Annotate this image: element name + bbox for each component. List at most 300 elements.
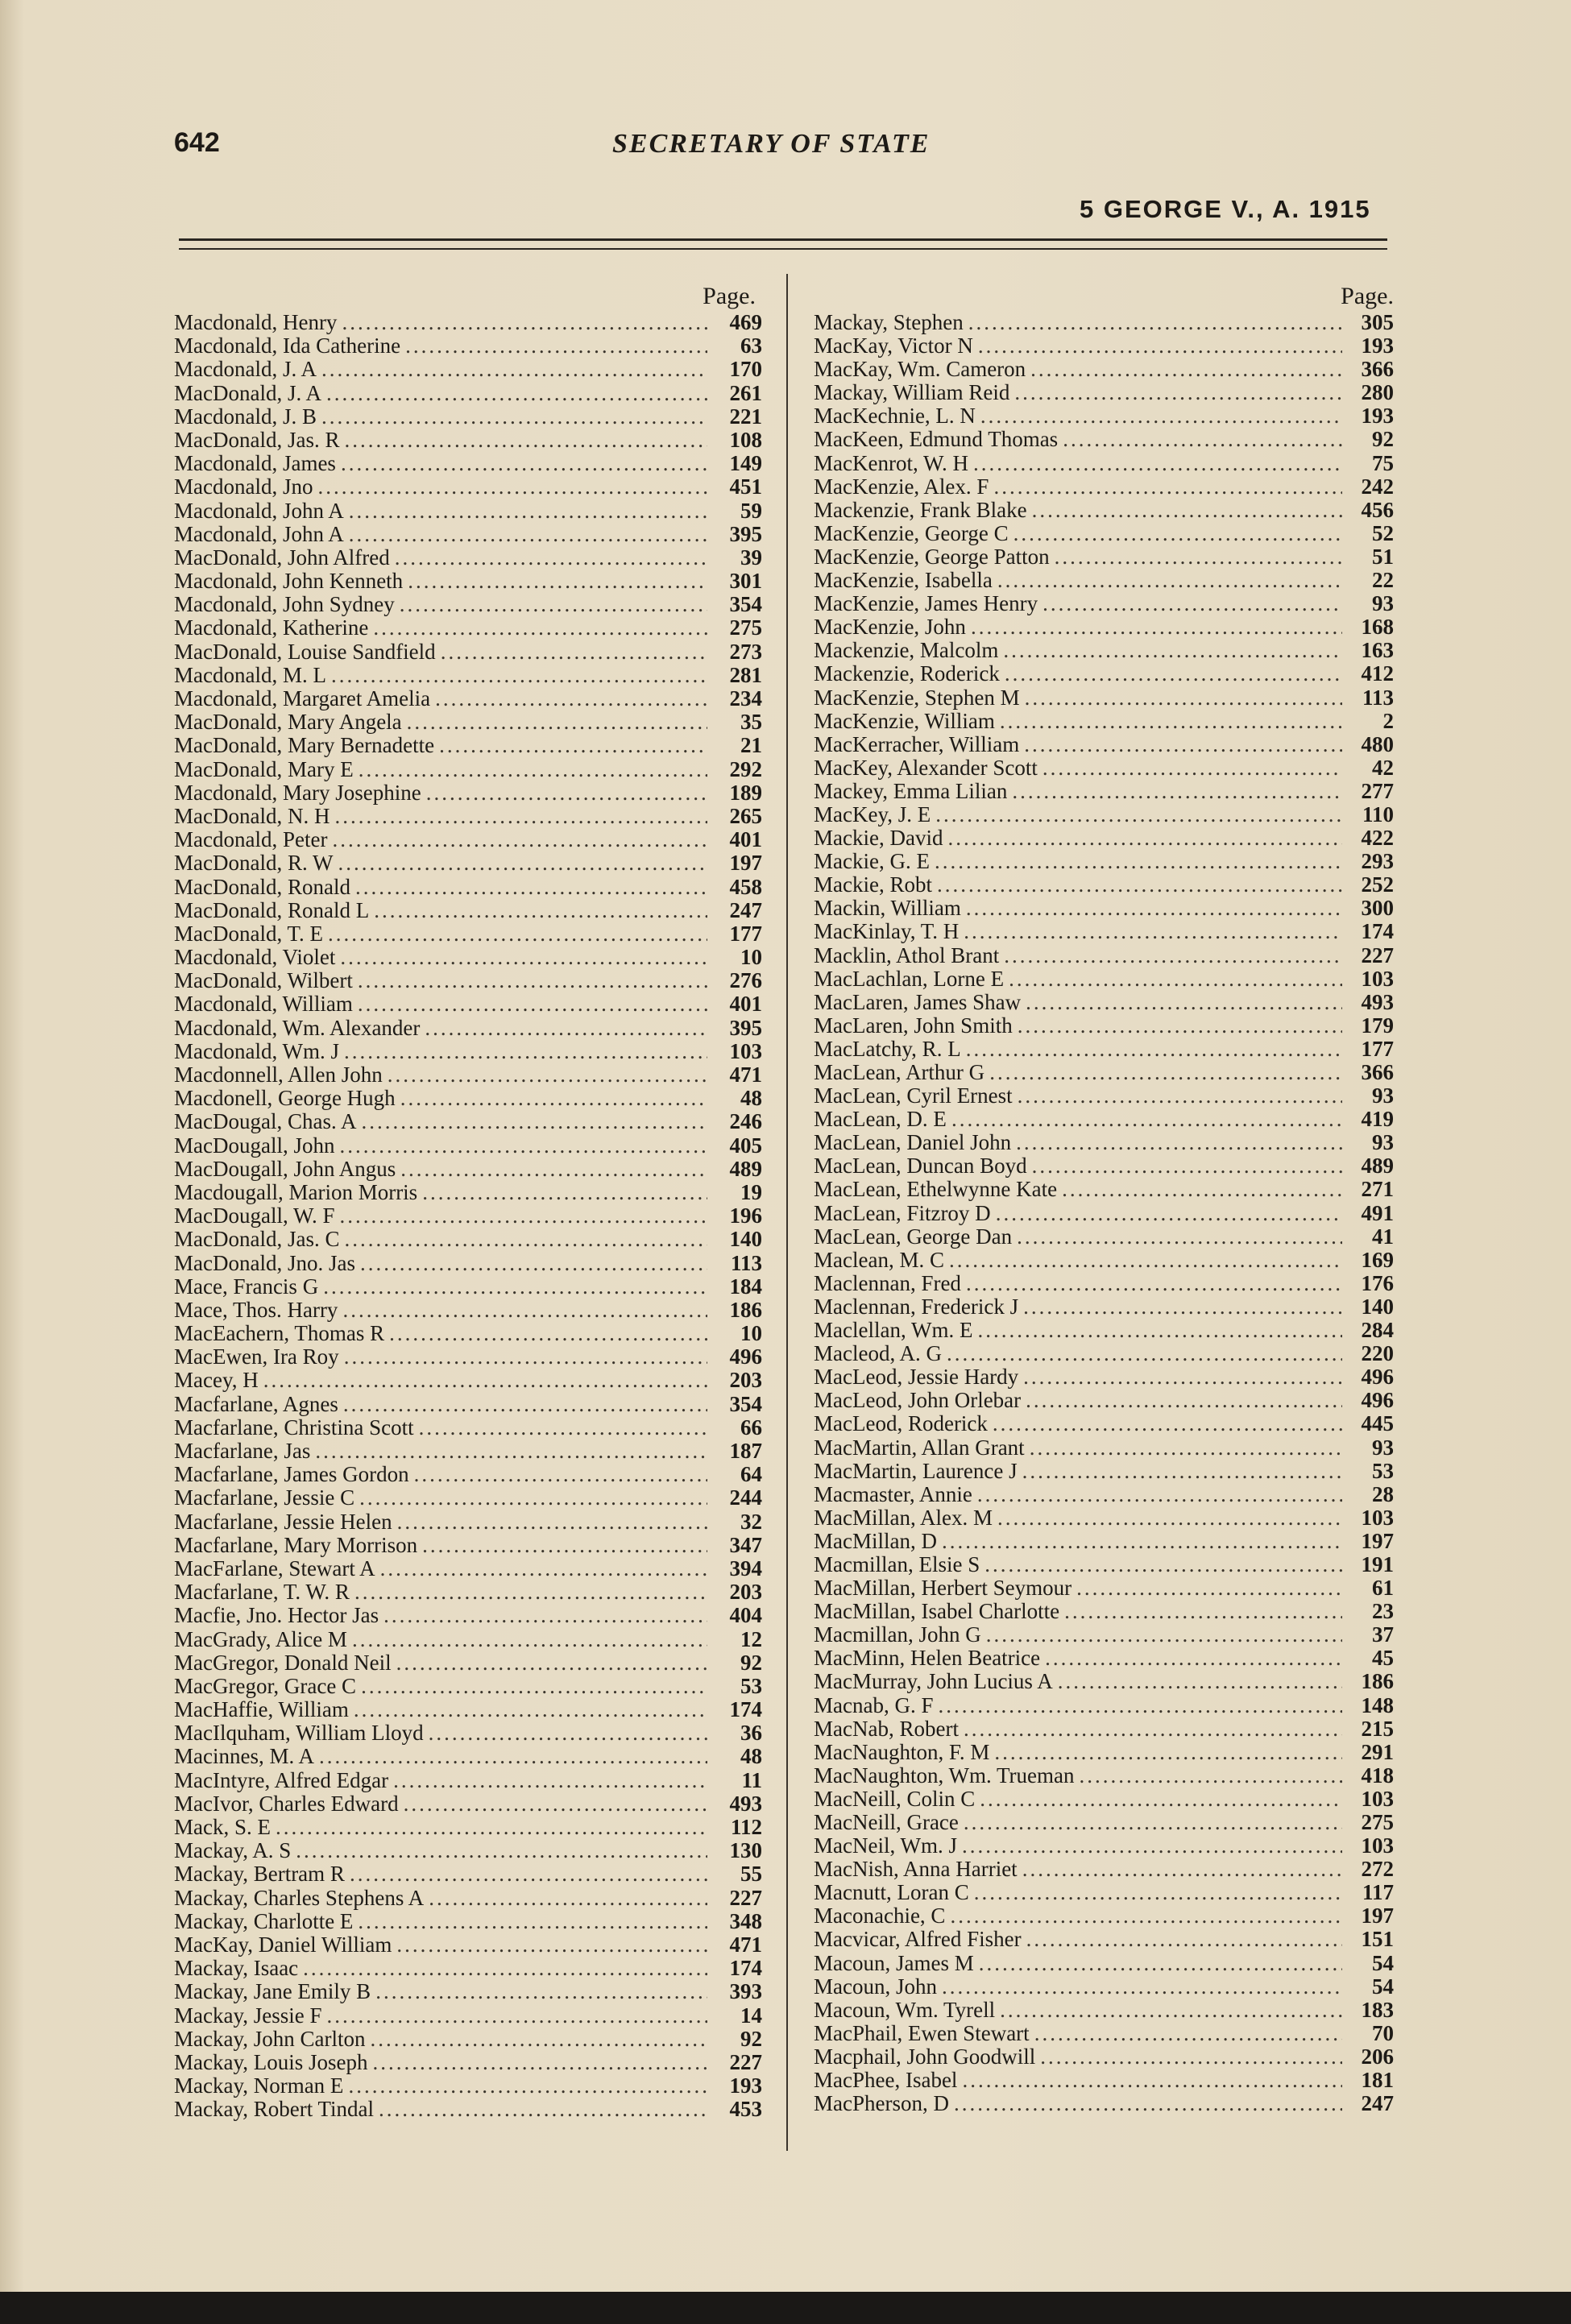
dot-leader [1012, 780, 1342, 803]
dot-leader [1032, 499, 1342, 522]
index-entry [174, 1252, 762, 1275]
index-entry [814, 2092, 1394, 2115]
entry-name: MacLeod, Roderick [814, 1412, 988, 1436]
session-label: 5 GEORGE V., A. 1915 [1080, 195, 1371, 223]
dot-leader [439, 734, 707, 757]
entry-page: 54 [1372, 1951, 1394, 1975]
entry-name: MacLean, Arthur G [814, 1061, 985, 1084]
index-entry [814, 1717, 1394, 1741]
entry-name: Macdonald, John A [174, 499, 344, 523]
index-entry [814, 1600, 1394, 1623]
dot-leader [935, 850, 1342, 873]
dot-leader [994, 1741, 1342, 1764]
index-entry [174, 828, 762, 851]
entry-page: 491 [1361, 1201, 1394, 1225]
page-number: 642 [174, 127, 220, 158]
index-entry [814, 2022, 1394, 2045]
index-entry [814, 358, 1394, 381]
entry-page: 271 [1361, 1178, 1394, 1202]
entry-page: 301 [729, 570, 762, 594]
entry-page: 394 [729, 1556, 762, 1580]
index-entry [814, 1834, 1394, 1858]
index-entry [814, 1014, 1394, 1038]
entry-page: 92 [740, 1651, 762, 1675]
index-entry [814, 1506, 1394, 1530]
dot-leader [375, 1980, 707, 2003]
index-entry [814, 1131, 1394, 1154]
entry-page: 412 [1361, 662, 1394, 686]
index-entry [814, 1061, 1394, 1084]
entry-page: 63 [740, 334, 762, 358]
entry-page: 103 [1361, 967, 1394, 991]
dot-leader [964, 1811, 1342, 1834]
entry-page: 48 [740, 1087, 762, 1111]
entry-name: Mace, Thos. Harry [174, 1298, 338, 1322]
index-entry [814, 404, 1394, 428]
dot-leader [1058, 1670, 1342, 1693]
index-entry [174, 2098, 762, 2121]
entry-name: MacKinlay, T. H [814, 920, 960, 944]
entry-name: Macdonnell, Allen John [174, 1063, 383, 1087]
entry-name: MacNaughton, Wm. Trueman [814, 1763, 1075, 1788]
dot-leader [344, 1040, 707, 1063]
entry-name: MacPherson, D [814, 2092, 949, 2116]
header-rule-secondary [179, 248, 1387, 250]
dot-leader [296, 1839, 707, 1862]
index-entry [174, 992, 762, 1016]
index-entry [174, 1816, 762, 1839]
entry-page: 113 [730, 1251, 762, 1275]
dot-leader [344, 1345, 707, 1369]
entry-name: Macfie, Jno. Hector Jas [174, 1604, 379, 1628]
index-entry [814, 662, 1394, 686]
index-entry [174, 1698, 762, 1721]
index-entry [814, 381, 1394, 404]
index-entry [174, 1063, 762, 1087]
entry-name: Maclennan, Frederick J [814, 1295, 1019, 1319]
entry-name: MacDonald, Wilbert [174, 969, 353, 993]
entry-page: 39 [740, 545, 762, 570]
entry-name: MacDonald, Mary E [174, 757, 354, 781]
entry-name: Macfarlane, Jessie Helen [174, 1510, 392, 1534]
index-entry [814, 1272, 1394, 1295]
header-rule [179, 238, 1387, 241]
entry-name: Macoun, Wm. Tyrell [814, 1998, 996, 2022]
entry-name: MacLean, D. E [814, 1108, 947, 1132]
entry-name: Mackay, John Carlton [174, 2027, 366, 2051]
dot-leader [964, 920, 1342, 943]
index-entry [814, 1389, 1394, 1412]
entry-name: MacEwen, Ira Roy [174, 1345, 339, 1369]
dot-leader [1009, 967, 1342, 991]
column-divider [786, 274, 788, 2151]
dot-leader [389, 1322, 707, 1345]
entry-name: MacKenzie, James Henry [814, 592, 1038, 616]
index-entry [174, 382, 762, 405]
entry-name: MacDonald, Louise Sandfield [174, 640, 436, 664]
entry-page: 227 [729, 2050, 762, 2074]
entry-page: 35 [740, 710, 762, 735]
entry-page: 108 [729, 428, 762, 452]
entry-page: 247 [729, 898, 762, 922]
index-entry [174, 429, 762, 452]
entry-name: MacKerracher, William [814, 732, 1020, 756]
dot-leader [986, 1623, 1342, 1647]
entry-page: 366 [1361, 358, 1394, 382]
index-entry [174, 1369, 762, 1392]
index-entry [814, 850, 1394, 873]
index-entry [814, 1928, 1394, 1951]
dot-leader [344, 429, 707, 452]
entry-page: 170 [729, 358, 762, 382]
entry-name: MacMurray, John Lucius A [814, 1670, 1053, 1694]
dot-leader [383, 1604, 707, 1627]
dot-leader [973, 452, 1342, 475]
entry-name: Macnutt, Loran C [814, 1881, 969, 1905]
page-column-header: Page. [703, 283, 756, 309]
index-entry [174, 1910, 762, 1933]
index-entry [174, 523, 762, 546]
entry-page: 281 [729, 663, 762, 687]
entry-page: 276 [729, 969, 762, 993]
entry-name: MacPhail, Ewen Stewart [814, 2021, 1030, 2045]
index-entry [814, 780, 1394, 803]
index-entry [814, 1225, 1394, 1249]
entry-name: MacDonald, N. H [174, 804, 330, 828]
index-entry [814, 1412, 1394, 1435]
entry-name: Mackay, Isaac [174, 1957, 299, 1981]
dot-leader [354, 1580, 707, 1604]
dot-leader [1023, 1365, 1342, 1389]
entry-page: 93 [1372, 1435, 1394, 1460]
entry-page: 140 [729, 1228, 762, 1252]
index-entry [814, 1154, 1394, 1178]
entry-page: 404 [729, 1604, 762, 1628]
index-entry [814, 1530, 1394, 1553]
entry-name: MacMillan, Isabel Charlotte [814, 1600, 1060, 1624]
entry-page: 305 [1361, 311, 1394, 334]
index-list [814, 311, 1394, 2115]
page-column-header: Page. [1341, 283, 1394, 309]
index-entry [174, 1745, 762, 1768]
entry-page: 292 [729, 757, 762, 781]
entry-page: 493 [729, 1792, 762, 1816]
index-entry [174, 1228, 762, 1251]
index-entry [814, 826, 1394, 850]
dot-leader [947, 1342, 1342, 1365]
dot-leader [980, 1788, 1342, 1811]
entry-page: 469 [729, 311, 762, 334]
index-entry [174, 1463, 762, 1486]
entry-page: 28 [1372, 1482, 1394, 1506]
entry-page: 496 [1361, 1365, 1394, 1390]
index-entry [174, 1862, 762, 1886]
index-entry [814, 1319, 1394, 1342]
entry-page: 280 [1361, 381, 1394, 405]
dot-leader [968, 311, 1342, 334]
entry-name: Macdonald, John Sydney [174, 593, 395, 617]
entry-page: 10 [740, 1322, 762, 1346]
entry-page: 53 [1372, 1459, 1394, 1483]
entry-page: 10 [740, 946, 762, 970]
entry-page: 496 [729, 1345, 762, 1369]
entry-page: 493 [1361, 990, 1394, 1014]
entry-page: 12 [740, 1627, 762, 1651]
index-entry [814, 1249, 1394, 1272]
entry-page: 41 [1372, 1224, 1394, 1249]
index-entry [814, 1670, 1394, 1693]
entry-page: 293 [1361, 850, 1394, 874]
dot-leader [359, 1486, 707, 1510]
entry-name: MacLean, Fitzroy D [814, 1201, 991, 1225]
entry-page: 186 [1361, 1670, 1394, 1694]
dot-leader [1000, 710, 1342, 733]
dot-leader [422, 1181, 707, 1204]
index-entry [174, 1557, 762, 1580]
entry-name: Mackenzie, Roderick [814, 662, 1000, 686]
entry-page: 215 [1361, 1717, 1394, 1741]
entry-name: MacNab, Robert [814, 1717, 959, 1741]
entry-name: Macdougall, Marion Morris [174, 1180, 418, 1204]
entry-name: MacDonald, Jas. R [174, 428, 340, 452]
entry-page: 196 [729, 1204, 762, 1228]
entry-name: Macdonald, J. A [174, 358, 317, 382]
entry-page: 220 [1361, 1342, 1394, 1366]
dot-leader [1034, 2022, 1342, 2045]
dot-leader [966, 897, 1342, 920]
entry-page: 179 [1361, 1013, 1394, 1038]
entry-page: 19 [740, 1180, 762, 1204]
index-entry [814, 920, 1394, 943]
entry-page: 273 [729, 640, 762, 664]
dot-leader [341, 452, 707, 475]
dot-leader [938, 1694, 1342, 1717]
entry-page: 93 [1372, 1131, 1394, 1155]
index-entry [814, 733, 1394, 756]
dot-leader [949, 1249, 1342, 1272]
entry-page: 489 [1361, 1154, 1394, 1179]
entry-page: 64 [740, 1463, 762, 1487]
dot-leader [361, 1110, 707, 1133]
dot-leader [997, 1506, 1342, 1530]
dot-leader [358, 992, 707, 1016]
dot-leader [352, 1628, 707, 1651]
dot-leader [405, 334, 707, 358]
dot-leader [379, 2098, 707, 2121]
index-entry [174, 452, 762, 475]
entry-name: Mackay, Stephen [814, 311, 964, 334]
index-entry [174, 851, 762, 875]
entry-name: Macfarlane, Agnes [174, 1392, 338, 1416]
entry-name: MacEachern, Thomas R [174, 1322, 385, 1346]
entry-name: MacDonald, Mary Angela [174, 710, 402, 735]
entry-name: MacDonald, Jno. Jas [174, 1251, 355, 1275]
entry-page: 11 [741, 1768, 762, 1792]
entry-name: MacDonald, T. E [174, 922, 323, 946]
entry-page: 61 [1372, 1576, 1394, 1601]
entry-page: 272 [1361, 1858, 1394, 1882]
dot-leader [407, 710, 707, 734]
entry-page: 193 [1361, 334, 1394, 358]
entry-name: Macdonell, George Hugh [174, 1087, 396, 1111]
dot-leader [396, 1651, 707, 1675]
dot-leader [319, 1745, 707, 1768]
entry-page: 275 [1361, 1811, 1394, 1834]
index-entry [814, 428, 1394, 451]
entry-page: 451 [729, 475, 762, 499]
index-entry [174, 1628, 762, 1651]
index-entry [814, 545, 1394, 569]
index-entry [814, 1881, 1394, 1904]
index-entry [174, 1839, 762, 1862]
index-entry [174, 1486, 762, 1510]
dot-leader [342, 1299, 707, 1322]
index-entry [814, 499, 1394, 522]
index-entry [174, 311, 762, 334]
dot-leader [323, 1275, 707, 1299]
entry-name: MacMillan, D [814, 1529, 937, 1553]
entry-name: Mackay, Jessie F [174, 2003, 322, 2028]
entry-name: Mackay, A. S [174, 1839, 292, 1863]
index-entry [174, 1181, 762, 1204]
dot-leader [977, 1483, 1342, 1506]
index-entry [814, 1858, 1394, 1881]
dot-leader [1063, 428, 1342, 451]
index-entry [814, 569, 1394, 592]
entry-name: MacDougall, John [174, 1133, 335, 1158]
index-entry [174, 499, 762, 523]
entry-name: MacKey, J. E [814, 802, 931, 826]
dot-leader [1014, 381, 1342, 404]
entry-name: MacDonald, R. W [174, 851, 334, 876]
index-entry [814, 1952, 1394, 1975]
entry-page: 174 [1361, 920, 1394, 944]
index-entry [174, 922, 762, 946]
dot-leader [429, 1721, 707, 1745]
dot-leader [359, 758, 707, 781]
index-entry [174, 640, 762, 664]
entry-page: 52 [1372, 521, 1394, 545]
entry-name: Mackie, G. E [814, 850, 930, 874]
index-list [174, 311, 762, 2121]
entry-name: Macdonald, Margaret Amelia [174, 687, 431, 710]
dot-leader [332, 828, 707, 851]
entry-name: Mackie, Robt [814, 873, 932, 897]
dot-leader [1045, 1647, 1342, 1670]
entry-name: MacMillan, Alex. M [814, 1506, 993, 1530]
entry-name: Macfarlane, Jessie C [174, 1486, 355, 1510]
entry-name: MacMartin, Allan Grant [814, 1435, 1025, 1460]
dot-leader [996, 1202, 1342, 1225]
entry-page: 197 [1361, 1529, 1394, 1553]
index-entry [174, 664, 762, 687]
entry-page: 103 [729, 1039, 762, 1063]
index-entry [814, 1084, 1394, 1108]
entry-name: MacNeill, Grace [814, 1811, 959, 1834]
dot-leader [321, 358, 707, 381]
index-entry [814, 944, 1394, 967]
dot-leader [1005, 662, 1342, 686]
scan-border [0, 2292, 1571, 2324]
dot-leader [350, 1862, 707, 1886]
entry-name: MacKechnie, L. N [814, 404, 976, 429]
index-entry [814, 897, 1394, 920]
dot-leader [425, 1017, 707, 1040]
entry-page: 103 [1361, 1834, 1394, 1858]
entry-name: MacNish, Anna Harriet [814, 1858, 1018, 1882]
dot-leader [370, 2028, 707, 2051]
index-entry [814, 1342, 1394, 1365]
dot-leader [328, 922, 707, 946]
entry-page: 354 [729, 1392, 762, 1416]
index-entry [174, 1322, 762, 1345]
index-entry [174, 969, 762, 992]
index-entry [174, 1299, 762, 1322]
index-entry [814, 1576, 1394, 1600]
entry-name: MacKenzie, Stephen M [814, 686, 1020, 710]
entry-name: Macdonald, Jno [174, 475, 313, 499]
entry-page: 445 [1361, 1412, 1394, 1436]
index-entry [814, 311, 1394, 334]
dot-leader [360, 1252, 707, 1275]
index-column-right [814, 282, 1394, 2115]
dot-leader [321, 405, 707, 429]
index-entry [814, 1483, 1394, 1506]
index-entry [814, 1764, 1394, 1788]
entry-name: Macdonald, Wm. J [174, 1039, 339, 1063]
entry-name: MacLeod, John Orlebar [814, 1389, 1022, 1413]
dot-leader [947, 826, 1342, 850]
dot-leader [989, 1061, 1342, 1084]
entry-page: 92 [740, 2027, 762, 2051]
entry-name: MacDougall, W. F [174, 1204, 335, 1228]
entry-page: 348 [729, 1909, 762, 1933]
entry-name: Mace, Francis G [174, 1274, 319, 1299]
index-entry [174, 1393, 762, 1416]
index-entry [174, 593, 762, 616]
index-entry [174, 1416, 762, 1440]
index-entry [814, 2045, 1394, 2069]
entry-name: Macoun, John [814, 1974, 937, 1999]
dot-leader [937, 873, 1342, 897]
entry-page: 193 [1361, 404, 1394, 429]
entry-page: 265 [729, 804, 762, 828]
index-entry [814, 1741, 1394, 1764]
entry-name: MacLeod, Jessie Hardy [814, 1365, 1019, 1390]
entry-name: Macdonald, John Kenneth [174, 570, 404, 594]
entry-page: 393 [729, 1980, 762, 2004]
entry-page: 14 [740, 2003, 762, 2028]
dot-leader [342, 311, 707, 334]
index-entry [174, 1534, 762, 1557]
entry-name: Macdonald, Mary Josephine [174, 781, 421, 805]
index-entry [174, 546, 762, 570]
dot-leader [349, 523, 707, 546]
dot-leader [315, 1440, 707, 1463]
entry-page: 480 [1361, 732, 1394, 756]
entry-page: 347 [729, 1533, 762, 1557]
entry-name: Maclean, M. C [814, 1248, 944, 1272]
entry-name: Macmillan, Elsie S [814, 1552, 980, 1576]
index-entry [814, 1999, 1394, 2022]
entry-page: 227 [1361, 943, 1394, 967]
dot-leader [1016, 1131, 1342, 1154]
entry-name: Mack, S. E [174, 1816, 271, 1839]
index-entry [814, 475, 1394, 499]
entry-name: MacKenrot, W. H [814, 451, 968, 475]
entry-name: MacDougal, Chas. A [174, 1110, 357, 1134]
entry-page: 193 [729, 2074, 762, 2098]
